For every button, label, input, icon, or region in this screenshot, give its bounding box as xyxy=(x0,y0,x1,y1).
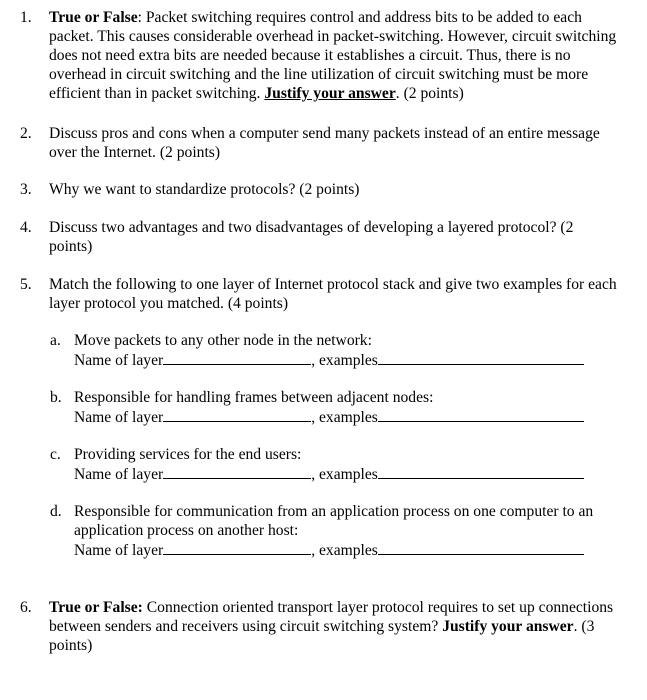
examples-blank[interactable] xyxy=(378,407,584,422)
question-text: Discuss pros and cons when a computer send many packets instead of an entire message over the Internet. (2 points) xyxy=(49,125,600,161)
examples-label: , examples xyxy=(311,542,378,559)
subquestion-text: Responsible for handling frames between adjacent nodes: xyxy=(74,389,434,406)
layer-name-blank[interactable] xyxy=(163,350,311,365)
question-number: 4. xyxy=(20,219,32,236)
name-of-layer-label: Name of layer xyxy=(74,542,164,559)
answer-line xyxy=(74,540,630,560)
question-3 xyxy=(20,180,620,199)
answer-line xyxy=(74,407,630,427)
question-text: True or False: Packet switching requires control and address bits to be added to each packet. This causes considerable overhead in packet-switching. However, circuit switching does not need extra bits are needed because it establishes a circuit. Thus, there is no overhead in circuit switching and the line utilization of circuit switching must be more efficient than in packet switching. Justify your answer. (2 points) xyxy=(49,9,617,102)
true-false-label: True or False xyxy=(49,9,138,26)
question-text: Match the following to one layer of Internet protocol stack and give two examples for each layer protocol you matched. (4 points) xyxy=(49,276,617,312)
subquestion-letter: b. xyxy=(50,389,62,406)
examples-label: , examples xyxy=(311,352,378,369)
layer-name-blank[interactable] xyxy=(163,464,311,479)
name-of-layer-label: Name of layer xyxy=(74,352,164,369)
question-2 xyxy=(20,124,620,162)
question-number: 2. xyxy=(20,125,32,142)
name-of-layer-label: Name of layer xyxy=(74,466,164,483)
layer-name-blank[interactable] xyxy=(163,407,311,422)
examples-blank[interactable] xyxy=(378,464,584,479)
examples-label: , examples xyxy=(311,466,378,483)
subquestion-text: Responsible for communication from an application process on one computer to an application process on another host: xyxy=(74,503,594,539)
layer-name-blank[interactable] xyxy=(163,540,311,555)
question-text: Why we want to standardize protocols? (2 points) xyxy=(49,181,360,198)
subquestion-letter: a. xyxy=(50,332,61,349)
question-number: 6. xyxy=(20,599,32,616)
subquestion-letter: c. xyxy=(50,446,61,463)
question-text: Discuss two advantages and two disadvantages of developing a layered protocol? (2 points) xyxy=(49,219,574,255)
examples-label: , examples xyxy=(311,409,378,426)
question-text: True or False: Connection oriented transport layer protocol requires to set up connections between senders and receivers using circuit switching system? Justify your answer. (3 points) xyxy=(49,599,614,654)
examples-blank[interactable] xyxy=(378,350,584,365)
subquestion-d xyxy=(50,502,630,560)
justify-label: Justify your answer xyxy=(442,618,574,635)
true-false-label: True or False: xyxy=(49,599,143,616)
answer-line xyxy=(74,350,630,370)
question-5 xyxy=(20,275,620,313)
subquestion-letter: d. xyxy=(50,503,62,520)
question-1 xyxy=(20,8,620,103)
subquestion-b xyxy=(50,388,630,427)
question-6 xyxy=(20,598,620,655)
justify-label: Justify your answer xyxy=(264,85,396,102)
subquestion-text: Move packets to any other node in the network: xyxy=(74,332,372,349)
subquestion-a xyxy=(50,331,630,370)
subquestion-c xyxy=(50,445,630,484)
question-number: 3. xyxy=(20,181,32,198)
examples-blank[interactable] xyxy=(378,540,584,555)
answer-line xyxy=(74,464,630,484)
question-number: 5. xyxy=(20,276,32,293)
question-4 xyxy=(20,218,620,256)
name-of-layer-label: Name of layer xyxy=(74,409,164,426)
question-number: 1. xyxy=(20,9,32,26)
subquestion-text: Providing services for the end users: xyxy=(74,446,302,463)
